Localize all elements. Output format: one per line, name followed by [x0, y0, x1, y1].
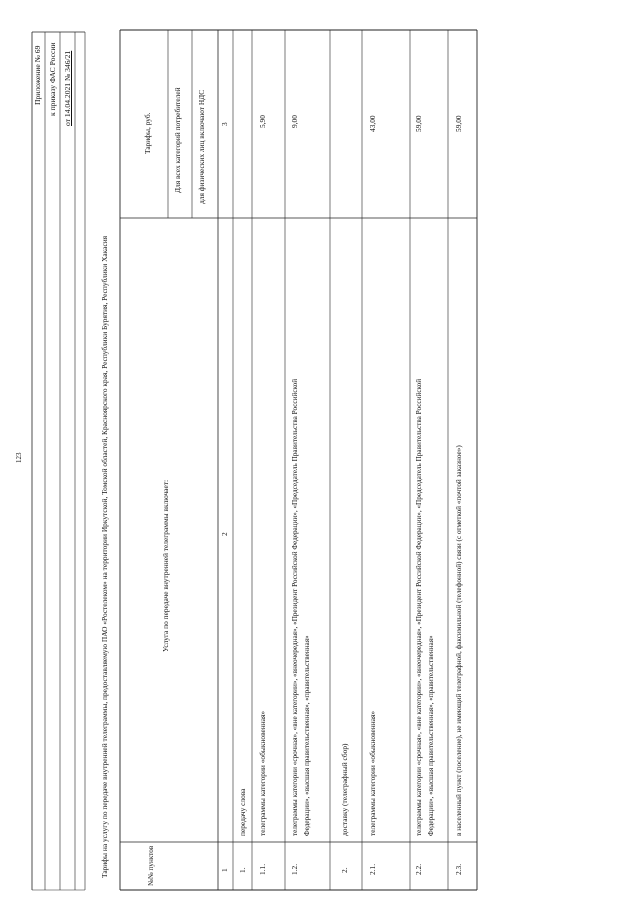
- row-2-2-service-line-2: Федерации», «высшая правительственная», «правительственная»: [427, 635, 435, 836]
- row-2-2-service-line-1: телеграммы категории «срочная», «вне категории», «внеочередная», «Президент Российской Федерации», «Председатель Правительства Российской: [415, 378, 423, 836]
- page-number: 123: [15, 452, 23, 463]
- col-header-service: Услуга по передаче внутренней телеграммы включает:: [161, 479, 170, 652]
- row-1-2-service-line-2: Федерации», «высшая правительственная», «правительственная»: [303, 635, 311, 836]
- row-2-1-service: телеграммы категории «обыкновенная»: [368, 710, 377, 836]
- col-header-number: №№ пунктов: [147, 845, 155, 886]
- col-number-1: 1: [220, 868, 229, 872]
- col-number-2: 2: [220, 532, 229, 536]
- col-subheader-tariff-1: Для всех категорий потребителей: [173, 87, 182, 193]
- appendix-line-1: Приложение № 69: [33, 45, 42, 105]
- row-1-number: 1.: [238, 867, 247, 873]
- row-2-2-tariff: 59,00: [414, 115, 423, 132]
- row-1-1-number: 1.1.: [258, 863, 267, 875]
- row-2-number: 2.: [340, 867, 349, 873]
- row-2-3-tariff: 59,00: [454, 115, 463, 132]
- col-header-tariff: Тарифы, руб.: [143, 112, 152, 154]
- row-2-3-number: 2.3.: [454, 863, 463, 875]
- row-2-service: доставку (телеграфный сбор): [340, 743, 349, 836]
- row-1-1-service: телеграммы категории «обыкновенная»: [258, 710, 267, 836]
- col-number-3: 3: [220, 122, 229, 126]
- row-1-service: передачу слова: [238, 788, 247, 836]
- row-2-1-number: 2.1.: [368, 863, 377, 875]
- appendix-line-3: от 14.04.2021 № 346/21: [63, 50, 72, 126]
- row-1-2-tariff: 9,00: [290, 115, 299, 128]
- col-subheader-tariff-2: для физических лиц включают НДС: [197, 89, 206, 204]
- row-2-1-tariff: 43,00: [368, 115, 377, 132]
- appendix-line-2: к приказу ФАС России: [48, 42, 57, 116]
- row-2-2-number: 2.2.: [414, 863, 423, 875]
- row-1-2-service-line-1: телеграммы категории «срочная», «вне категории», «внеочередная», «Президент Российской Федерации», «Председатель Правительства Российской: [291, 378, 299, 836]
- row-2-3-service: в населенный пункт (поселение), не имеющий телеграфной, факсимильной (телефонной) связи (с отметкой «почтой заказное»): [455, 445, 463, 836]
- row-1-2-number: 1.2.: [290, 863, 299, 875]
- document-title: Тарифы на услугу по передаче внутренней телеграммы, предоставляемую ПАО «Ростелеком» на территории Иркутской, Томской областей, Красноярского края, Республики Бурятия, Республики Хакасия: [100, 235, 109, 878]
- row-1-1-tariff: 5,90: [258, 115, 267, 128]
